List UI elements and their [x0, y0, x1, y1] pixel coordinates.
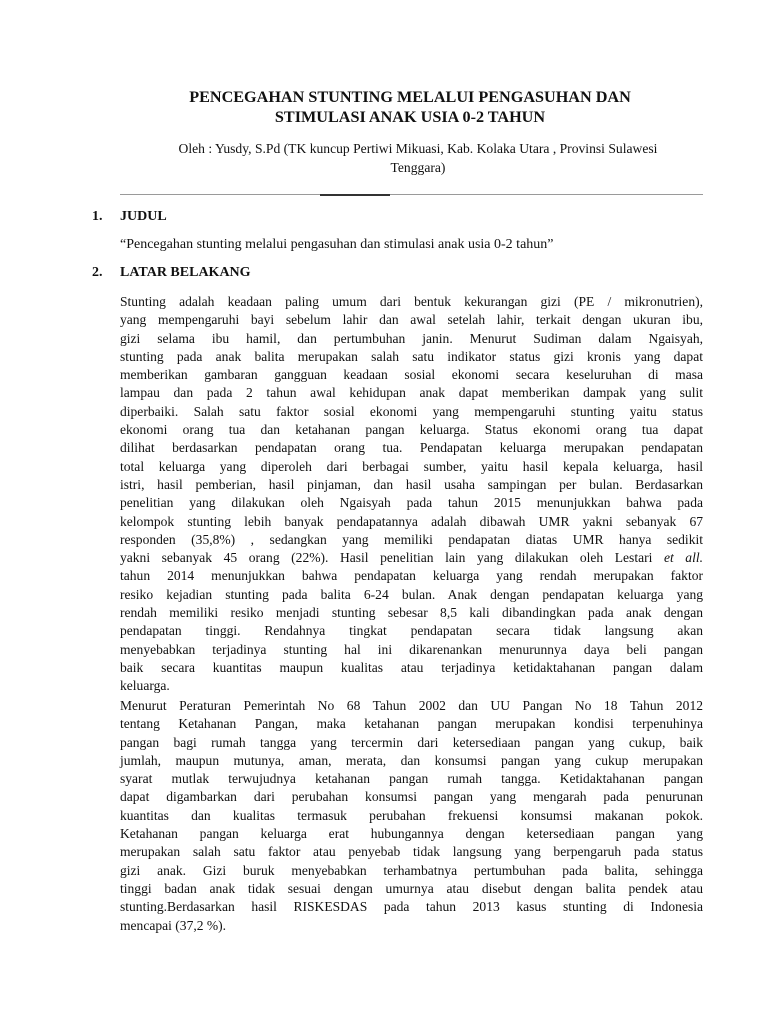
paragraph-line: rendah memiliki resiko menjadi stunting sebesar 8,5 kali dibandingkan pada anak dengan — [120, 605, 703, 621]
paragraph-line-text: yakni sebanyak 45 orang (22%). Hasil penelitian lain yang dilakukan oleh Lestari — [120, 550, 653, 566]
paragraph-line — [120, 549, 703, 567]
paragraph-line: menyebabkan terjadinya stunting hal ini dikarenankan menurunnya daya beli pangan — [120, 641, 703, 657]
paragraph-line: yang mempengaruhi bayi sebelum lahir dan awal setelah lahir, terkait dengan ukuran ibu, — [120, 312, 703, 328]
paragraph-line: tinggi badan anak tidak sesuai dengan umurnya atau disebut dengan balita pendek atau — [120, 880, 703, 896]
paragraph-line: pangan bagi rumah tangga yang tercermin dari ketersediaan pangan yang cukup, baik — [120, 734, 703, 750]
paragraph-line: keluarga. — [120, 678, 170, 694]
section-title: LATAR BELAKANG — [120, 265, 251, 280]
paragraph-line: lampau dan pada 2 tahun awal kehidupan anak dapat memberikan dampak yang sulit — [120, 385, 703, 401]
title-line-1: PENCEGAHAN STUNTING MELALUI PENGASUHAN DAN — [189, 88, 631, 106]
paragraph-line: merupakan salah satu faktor atau penyebab tidak langsung yang berpengaruh pada status — [120, 844, 703, 860]
paragraph-line: gizi selama ibu hamil, dan pertumbuhan janin. Menurut Sudiman dalam Ngaisyah, — [120, 330, 703, 346]
paragraph-line: pendapatan tinggi. Rendahnya tingkat pendapatan secara tidak langsung akan — [120, 623, 703, 639]
paragraph-line: resiko kejadian stunting pada balita 6-24 bulan. Anak dengan pendapatan keluarga yang — [120, 586, 703, 602]
section-number: 2. — [92, 265, 103, 280]
paragraph-line: syarat mutlak terwujudnya ketahanan pangan rumah tangga. Ketidaktahanan pangan — [120, 771, 703, 787]
divider-accent — [320, 194, 390, 196]
paragraph-line: stunting.Berdasarkan hasil RISKESDAS pada tahun 2013 kasus stunting di Indonesia — [120, 899, 703, 915]
paragraph-latar-belakang-2 — [120, 697, 703, 935]
paragraph-line: tentang Ketahanan Pangan, maka ketahanan pangan merupakan kondisi terpenuhinya — [120, 716, 703, 732]
paragraph-line: dapat digambarkan dari perubahan konsumsi pangan yang mengarah pada penurunan — [120, 789, 703, 805]
paragraph-line: diperbaiki. Salah satu faktor sosial ekonomi yang mempengaruhi stunting yaitu status — [120, 403, 703, 419]
section-number: 1. — [92, 209, 103, 224]
paragraph-line: gizi anak. Gizi buruk menyebabkan terhambatnya pertumbuhan pada balita, sehingga — [120, 862, 703, 878]
paragraph-line: mencapai (37,2 %). — [120, 917, 227, 933]
author-affiliation — [158, 139, 678, 177]
italic-citation: et all. — [663, 550, 704, 566]
divider-line — [120, 194, 703, 195]
paragraph-line: Ketahanan pangan keluarga erat hubungannya dengan ketersediaan pangan yang — [120, 826, 703, 842]
judul-text: “Pencegahan stunting melalui pengasuhan dan stimulasi anak usia 0-2 tahun” — [120, 237, 554, 252]
author-line-1: Oleh : Yusdy, S.Pd (TK kuncup Pertiwi Mikuasi, Kab. Kolaka Utara , Provinsi Sulawesi — [178, 141, 658, 156]
paragraph-line: ekonomi orang tua dan ketahanan pangan keluarga. Status ekonomi orang tua dapat — [120, 422, 703, 438]
paragraph-latar-belakang-1 — [120, 293, 703, 696]
paragraph-line: stunting pada anak balita merupakan salah satu indikator status gizi kronis yang dapat — [120, 348, 703, 364]
paragraph-line: jumlah, maupun mutunya, aman, merata, dan konsumsi pangan yang cukup merupakan — [120, 752, 703, 768]
section-heading-judul — [92, 208, 167, 226]
paragraph-line: kuantitas dan kualitas termasuk perubahan frekuensi konsumsi makanan pokok. — [120, 807, 703, 823]
paragraph-line: tahun 2014 menunjukkan bahwa pendapatan keluarga yang rendah merupakan faktor — [120, 568, 703, 584]
paragraph-line: kelompok stunting lebih banyak pendapatannya adalah dibawah UMR yakni sebanyak 67 — [120, 513, 703, 529]
paragraph-line: baik secara kuantitas maupun kualitas atau terjadinya ketidaktahanan pangan dalam — [120, 659, 703, 675]
paragraph-line: Stunting adalah keadaan paling umum dari bentuk kekurangan gizi (PE / mikronutrien), — [120, 294, 703, 309]
paragraph-line: penelitian yang dilakukan oleh Ngaisyah pada tahun 2015 menunjukkan bahwa pada — [120, 495, 703, 511]
paragraph-line: Menurut Peraturan Pemerintah No 68 Tahun 2002 dan UU Pangan No 18 Tahun 2012 — [120, 698, 703, 713]
paragraph-line: responden (35,8%) , sedangkan yang memiliki pendapatan diatas UMR hanya sedikit — [120, 531, 703, 547]
document-title — [120, 87, 700, 127]
section-title: JUDUL — [120, 209, 167, 224]
paragraph-line: memberikan gambaran gangguan keadaan sosial ekonomi secara keseluruhan di masa — [120, 367, 703, 383]
author-line-2: Tenggara) — [390, 160, 446, 175]
paragraph-line: total keluarga yang diperoleh dari berbagai sumber, yaitu hasil kepala keluarga, hasil — [120, 458, 703, 474]
paragraph-line: dilihat berdasarkan pendapatan orang tua. Pendapatan keluarga merupakan pendapatan — [120, 440, 703, 456]
section-heading-latar-belakang — [92, 264, 251, 282]
title-line-2: STIMULASI ANAK USIA 0-2 TAHUN — [274, 108, 546, 126]
paragraph-line: istri, hasil pemberian, hasil pinjaman, dan hasil usaha sampingan per bulan. Berdasarkan — [120, 476, 703, 492]
